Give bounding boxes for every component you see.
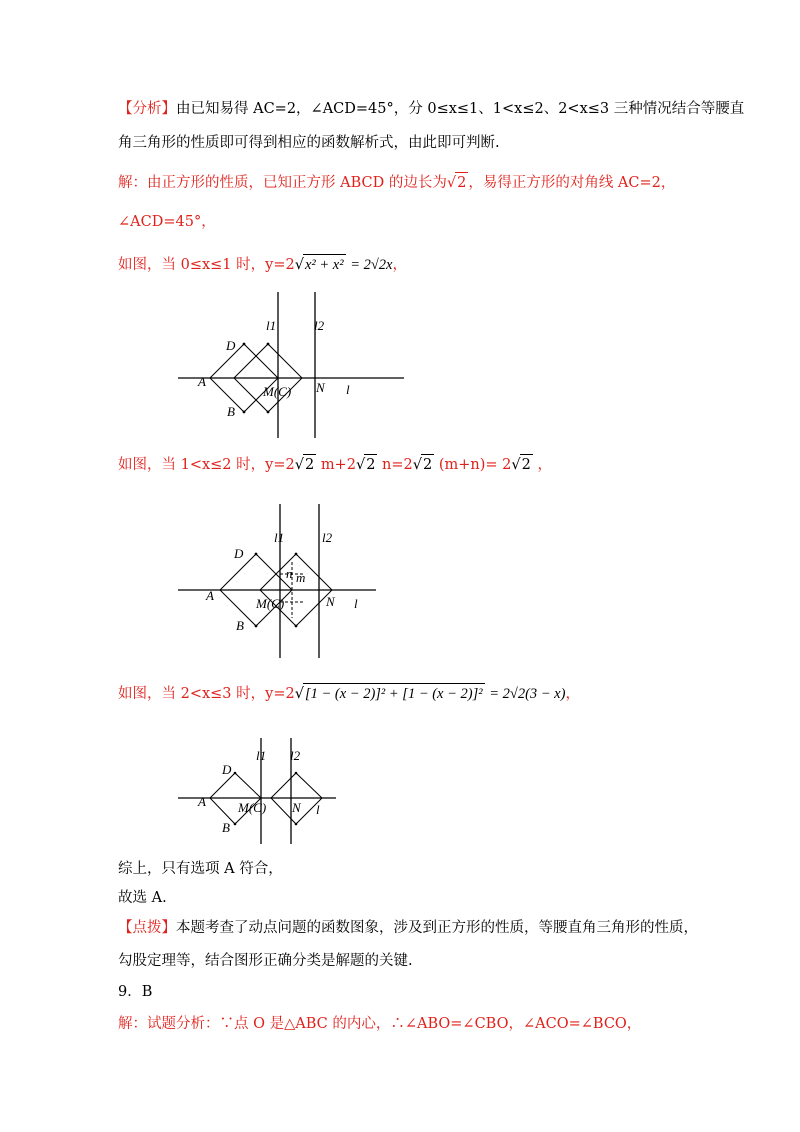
side-length-radicand: 2 bbox=[455, 172, 468, 193]
solution-text-b: ，易得正方形的对角线 AC=2， bbox=[468, 175, 676, 191]
label-A: A bbox=[198, 374, 206, 389]
tips-tag: 【点拨】 bbox=[118, 920, 176, 936]
case1-suffix: ， bbox=[392, 257, 407, 273]
sqrt-symbol: √ bbox=[355, 457, 366, 473]
label-l2: l2 bbox=[322, 530, 333, 545]
analysis-line-1 bbox=[118, 99, 744, 119]
tips-line-2: 勾股定理等，结合图形正确分类是解题的关键. bbox=[118, 953, 413, 969]
case2-sqrt-4: 2 bbox=[520, 454, 533, 475]
label-l1: l1 bbox=[266, 318, 277, 333]
label-B: B bbox=[222, 820, 230, 835]
tips-text-1: 本题考查了动点问题的函数图象，涉及到正方形的性质，等腰直角三角形的性质， bbox=[176, 920, 698, 936]
label-l: l bbox=[354, 596, 358, 611]
case2-sqrt-2: 2 bbox=[364, 454, 377, 475]
label-D: D bbox=[234, 546, 244, 561]
label-MC: M(C) bbox=[238, 800, 267, 815]
case3-suffix: ， bbox=[565, 686, 580, 702]
sqrt-symbol: √ bbox=[412, 457, 422, 473]
case2-sqrt-1: 2 bbox=[303, 454, 316, 475]
q9-line-1: 解：试题分析：∵点 O 是△ABC 的内心，∴∠ABO=∠CBO，∠ACO=∠BCO， bbox=[118, 1016, 642, 1032]
case3-result: = 2√2(3 − x) bbox=[489, 686, 566, 702]
case2-m: m+2 bbox=[320, 457, 356, 473]
label-A: A bbox=[198, 794, 206, 809]
label-A: A bbox=[206, 588, 214, 603]
analysis-text-1: 由已知易得 AC=2，∠ACD=45°，分 0≤x≤1、1<x≤2、2<x≤3 三种情况结合等腰直 bbox=[176, 101, 745, 117]
analysis-line-2: 角三角形的性质即可得到相应的函数解析式，由此即可判断. bbox=[118, 135, 500, 151]
label-N: N bbox=[292, 800, 301, 815]
case1-result: = 2√2x bbox=[350, 257, 393, 273]
solution-line-1 bbox=[118, 172, 675, 193]
label-l1: l1 bbox=[274, 530, 285, 545]
solution-line-2: ∠ACD=45°， bbox=[118, 214, 216, 230]
case2-prefix: 如图，当 1<x≤2 时，y=2 bbox=[118, 457, 295, 473]
analysis-tag: 【分析】 bbox=[118, 101, 176, 117]
case2-n: n=2 bbox=[382, 457, 413, 473]
label-D: D bbox=[226, 338, 236, 353]
case2-sqrt-3: 2 bbox=[421, 454, 434, 475]
case1-prefix: 如图，当 0≤x≤1 时，y=2 bbox=[118, 257, 295, 273]
label-MC: M(C) bbox=[263, 384, 292, 399]
label-N: N bbox=[326, 594, 335, 609]
sqrt-symbol: √ bbox=[446, 175, 457, 191]
case1-radicand: x² + x² bbox=[303, 254, 346, 275]
label-l1: l1 bbox=[256, 748, 267, 763]
sqrt-symbol: √ bbox=[294, 257, 304, 273]
case3-prefix: 如图，当 2<x≤3 时，y=2 bbox=[118, 686, 295, 702]
case1-formula bbox=[118, 254, 407, 275]
sqrt-symbol: √ bbox=[294, 457, 304, 473]
sqrt-symbol: √ bbox=[511, 457, 521, 473]
case2-formula bbox=[118, 454, 552, 475]
figure-case-2 bbox=[176, 502, 382, 660]
case2-suffix: ， bbox=[537, 457, 552, 473]
label-D: D bbox=[222, 762, 232, 777]
case3-radicand: [1 − (x − 2)]² + [1 − (x − 2)]² bbox=[303, 683, 485, 704]
case3-formula bbox=[118, 683, 580, 704]
label-N: N bbox=[316, 380, 325, 395]
q9-answer: 9．B bbox=[118, 984, 153, 1000]
label-m: m bbox=[296, 570, 306, 585]
conclusion-line-2: 故选 A. bbox=[118, 890, 167, 906]
label-l: l bbox=[316, 802, 320, 817]
label-B: B bbox=[227, 404, 235, 419]
label-B: B bbox=[236, 618, 244, 633]
figure-case-3 bbox=[176, 736, 340, 846]
conclusion-line-1: 综上，只有选项 A 符合， bbox=[118, 861, 283, 877]
label-l: l bbox=[346, 382, 350, 397]
label-l2: l2 bbox=[314, 318, 325, 333]
case2-mn: (m+n)= 2 bbox=[438, 457, 512, 473]
solution-text-a: 解：由正方形的性质，已知正方形 ABCD 的边长为 bbox=[118, 175, 447, 191]
label-l2: l2 bbox=[290, 748, 301, 763]
label-n: n bbox=[286, 566, 293, 581]
figure-case-1 bbox=[170, 290, 410, 440]
label-MC: M(C) bbox=[256, 596, 285, 611]
sqrt-symbol: √ bbox=[294, 686, 304, 702]
tips-line-1 bbox=[118, 918, 698, 938]
